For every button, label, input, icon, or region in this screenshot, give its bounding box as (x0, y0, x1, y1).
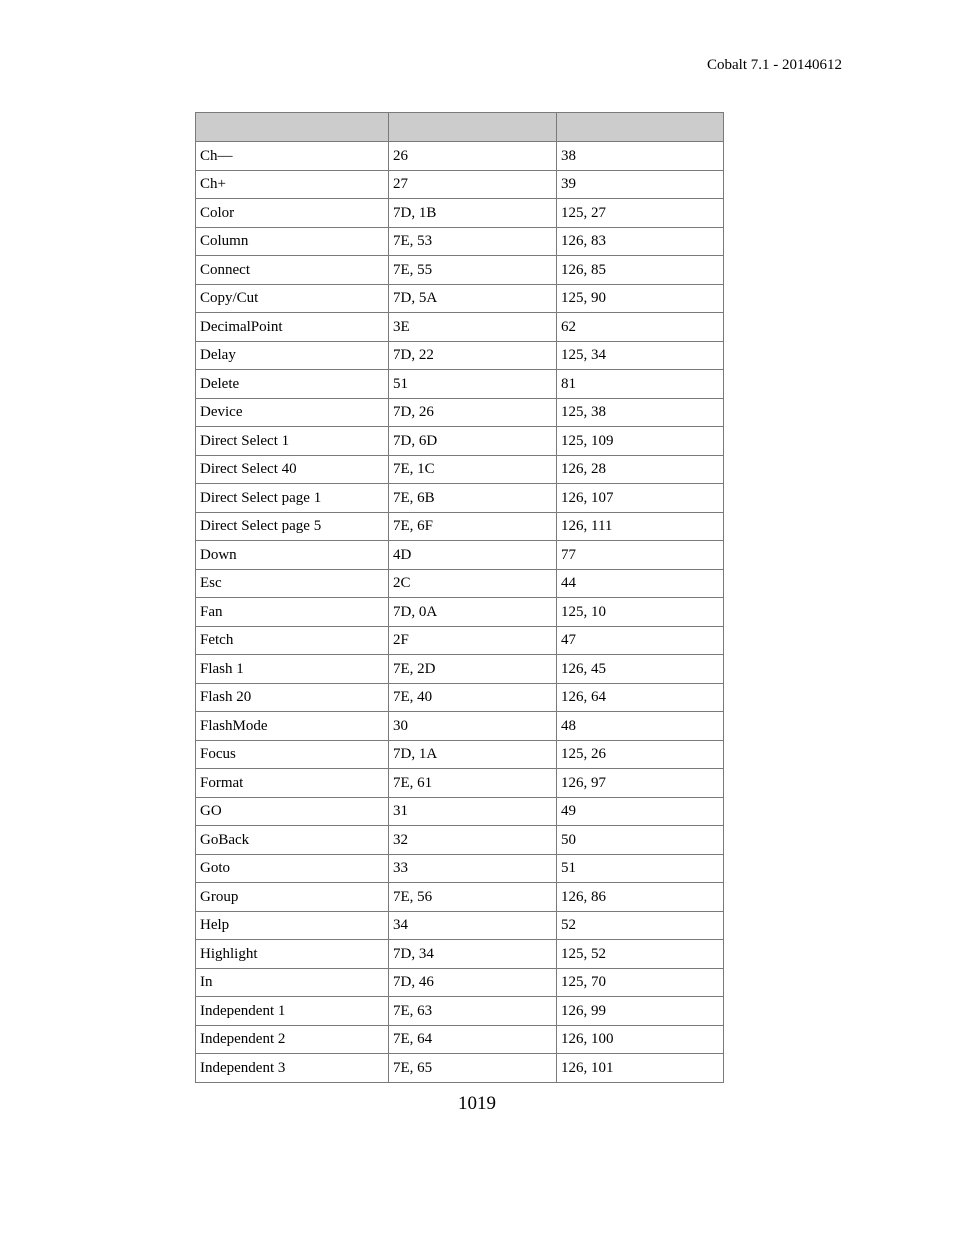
hex-code-cell: 51 (389, 370, 557, 399)
table-row (196, 199, 724, 228)
decimal-code-cell: 44 (557, 569, 724, 598)
table-row (196, 427, 724, 456)
hex-code-cell: 7D, 1A (389, 740, 557, 769)
table-row (196, 142, 724, 171)
header-cell-hex (389, 113, 557, 142)
key-name-cell: FlashMode (196, 712, 389, 741)
key-name-cell: Fetch (196, 626, 389, 655)
key-name-cell: Goto (196, 854, 389, 883)
hex-code-cell: 2F (389, 626, 557, 655)
table-row (196, 227, 724, 256)
decimal-code-cell: 125, 90 (557, 284, 724, 313)
decimal-code-cell: 49 (557, 797, 724, 826)
key-name-cell: Flash 1 (196, 655, 389, 684)
table-row (196, 712, 724, 741)
key-name-cell: Down (196, 541, 389, 570)
decimal-code-cell: 39 (557, 170, 724, 199)
hex-code-cell: 7D, 46 (389, 968, 557, 997)
key-name-cell: Delay (196, 341, 389, 370)
key-name-cell: Focus (196, 740, 389, 769)
key-name-cell: Fan (196, 598, 389, 627)
key-code-table (195, 112, 724, 1083)
key-name-cell: Independent 1 (196, 997, 389, 1026)
hex-code-cell: 2C (389, 569, 557, 598)
decimal-code-cell: 126, 85 (557, 256, 724, 285)
decimal-code-cell: 125, 34 (557, 341, 724, 370)
hex-code-cell: 4D (389, 541, 557, 570)
key-name-cell: Help (196, 911, 389, 940)
hex-code-cell: 7E, 64 (389, 1025, 557, 1054)
key-name-cell: Direct Select page 1 (196, 484, 389, 513)
key-name-cell: Flash 20 (196, 683, 389, 712)
hex-code-cell: 7D, 5A (389, 284, 557, 313)
hex-code-cell: 26 (389, 142, 557, 171)
hex-code-cell: 3E (389, 313, 557, 342)
table-row (196, 370, 724, 399)
key-name-cell: GoBack (196, 826, 389, 855)
decimal-code-cell: 126, 101 (557, 1054, 724, 1083)
table-row (196, 826, 724, 855)
hex-code-cell: 7E, 1C (389, 455, 557, 484)
table-row (196, 341, 724, 370)
hex-code-cell: 34 (389, 911, 557, 940)
hex-code-cell: 7E, 6F (389, 512, 557, 541)
decimal-code-cell: 125, 52 (557, 940, 724, 969)
hex-code-cell: 7D, 26 (389, 398, 557, 427)
table-row (196, 1054, 724, 1083)
decimal-code-cell: 48 (557, 712, 724, 741)
table-row (196, 598, 724, 627)
table-row (196, 769, 724, 798)
decimal-code-cell: 125, 38 (557, 398, 724, 427)
key-name-cell: Esc (196, 569, 389, 598)
table-row (196, 626, 724, 655)
hex-code-cell: 7E, 61 (389, 769, 557, 798)
hex-code-cell: 7E, 56 (389, 883, 557, 912)
decimal-code-cell: 126, 97 (557, 769, 724, 798)
decimal-code-cell: 51 (557, 854, 724, 883)
table-row (196, 313, 724, 342)
key-name-cell: Highlight (196, 940, 389, 969)
hex-code-cell: 7E, 55 (389, 256, 557, 285)
decimal-code-cell: 77 (557, 541, 724, 570)
table-row (196, 854, 724, 883)
table-row (196, 997, 724, 1026)
hex-code-cell: 33 (389, 854, 557, 883)
key-name-cell: Direct Select 40 (196, 455, 389, 484)
decimal-code-cell: 52 (557, 911, 724, 940)
key-name-cell: Ch+ (196, 170, 389, 199)
table-row (196, 170, 724, 199)
decimal-code-cell: 38 (557, 142, 724, 171)
hex-code-cell: 7E, 65 (389, 1054, 557, 1083)
decimal-code-cell: 126, 100 (557, 1025, 724, 1054)
key-name-cell: Color (196, 199, 389, 228)
hex-code-cell: 7E, 53 (389, 227, 557, 256)
decimal-code-cell: 126, 45 (557, 655, 724, 684)
hex-code-cell: 7E, 6B (389, 484, 557, 513)
table-row (196, 968, 724, 997)
table-row (196, 541, 724, 570)
key-name-cell: Direct Select page 5 (196, 512, 389, 541)
hex-code-cell: 7E, 63 (389, 997, 557, 1026)
table-header-row (196, 113, 724, 142)
table-row (196, 455, 724, 484)
hex-code-cell: 32 (389, 826, 557, 855)
key-name-cell: GO (196, 797, 389, 826)
table-row (196, 569, 724, 598)
table-header (196, 113, 724, 142)
hex-code-cell: 27 (389, 170, 557, 199)
table-row (196, 911, 724, 940)
hex-code-cell: 7E, 2D (389, 655, 557, 684)
table-row (196, 1025, 724, 1054)
key-name-cell: Independent 2 (196, 1025, 389, 1054)
hex-code-cell: 7D, 1B (389, 199, 557, 228)
key-name-cell: Ch— (196, 142, 389, 171)
table-row (196, 256, 724, 285)
key-name-cell: Independent 3 (196, 1054, 389, 1083)
key-name-cell: Column (196, 227, 389, 256)
key-name-cell: Format (196, 769, 389, 798)
decimal-code-cell: 126, 107 (557, 484, 724, 513)
table-row (196, 398, 724, 427)
key-name-cell: DecimalPoint (196, 313, 389, 342)
hex-code-cell: 30 (389, 712, 557, 741)
decimal-code-cell: 125, 70 (557, 968, 724, 997)
decimal-code-cell: 81 (557, 370, 724, 399)
hex-code-cell: 7D, 34 (389, 940, 557, 969)
decimal-code-cell: 126, 28 (557, 455, 724, 484)
key-name-cell: Connect (196, 256, 389, 285)
document-header: Cobalt 7.1 - 20140612 (707, 57, 842, 73)
decimal-code-cell: 125, 10 (557, 598, 724, 627)
key-name-cell: Group (196, 883, 389, 912)
decimal-code-cell: 47 (557, 626, 724, 655)
decimal-code-cell: 125, 109 (557, 427, 724, 456)
key-name-cell: In (196, 968, 389, 997)
key-name-cell: Direct Select 1 (196, 427, 389, 456)
decimal-code-cell: 126, 111 (557, 512, 724, 541)
table-row (196, 940, 724, 969)
hex-code-cell: 7D, 22 (389, 341, 557, 370)
table-row (196, 484, 724, 513)
header-cell-key (196, 113, 389, 142)
key-name-cell: Delete (196, 370, 389, 399)
table-row (196, 797, 724, 826)
page-number: 1019 (458, 1093, 496, 1114)
decimal-code-cell: 126, 86 (557, 883, 724, 912)
hex-code-cell: 7E, 40 (389, 683, 557, 712)
table-row (196, 512, 724, 541)
table-row (196, 883, 724, 912)
table-row (196, 284, 724, 313)
table-row (196, 740, 724, 769)
hex-code-cell: 31 (389, 797, 557, 826)
header-cell-decimal (557, 113, 724, 142)
key-name-cell: Device (196, 398, 389, 427)
table-row (196, 683, 724, 712)
decimal-code-cell: 62 (557, 313, 724, 342)
decimal-code-cell: 126, 64 (557, 683, 724, 712)
hex-code-cell: 7D, 0A (389, 598, 557, 627)
table-body (196, 142, 724, 1083)
key-name-cell: Copy/Cut (196, 284, 389, 313)
table-row (196, 655, 724, 684)
decimal-code-cell: 125, 26 (557, 740, 724, 769)
hex-code-cell: 7D, 6D (389, 427, 557, 456)
decimal-code-cell: 126, 99 (557, 997, 724, 1026)
decimal-code-cell: 125, 27 (557, 199, 724, 228)
decimal-code-cell: 126, 83 (557, 227, 724, 256)
decimal-code-cell: 50 (557, 826, 724, 855)
